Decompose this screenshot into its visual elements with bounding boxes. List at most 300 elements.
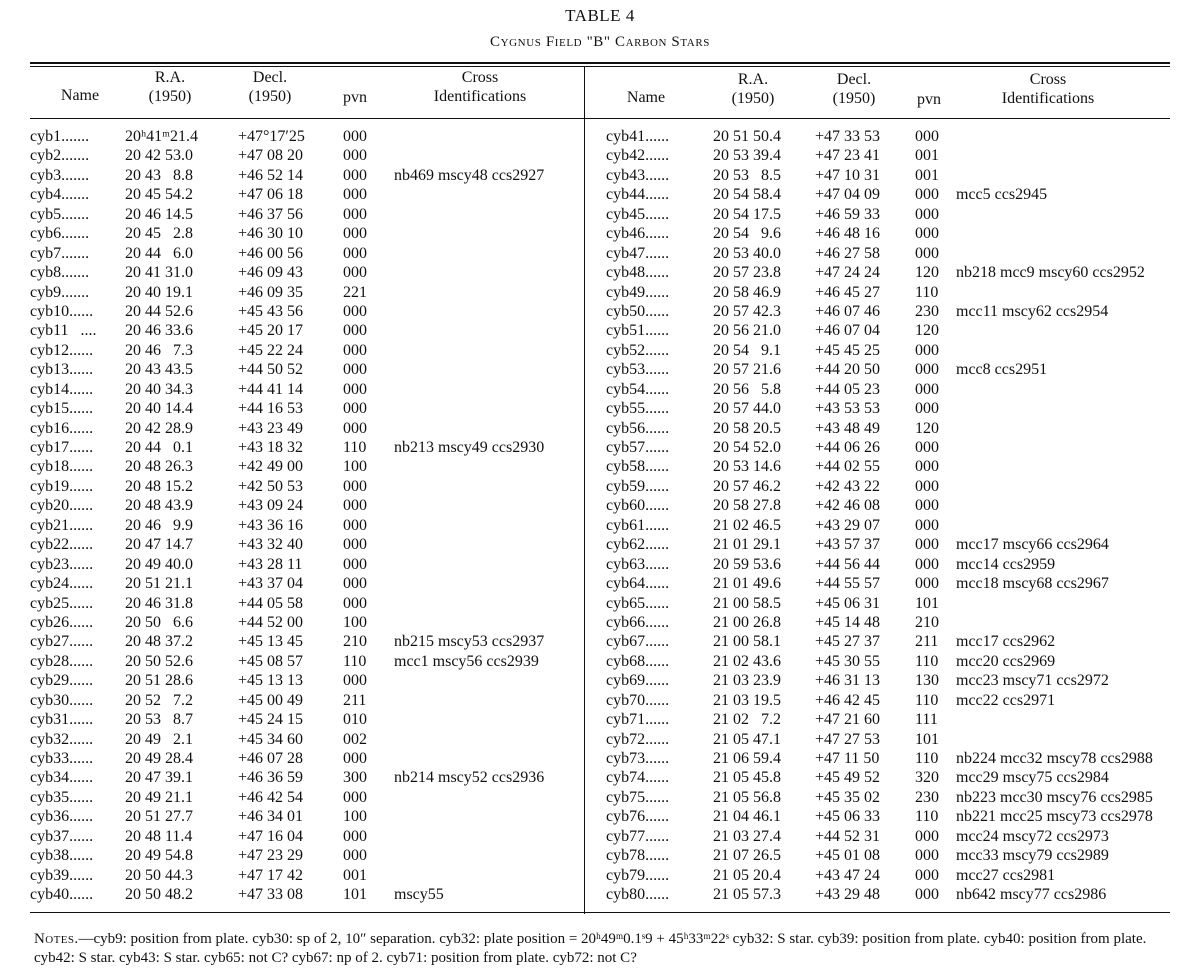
cross-id-cell: nb214 mscy52 ccs2936 xyxy=(394,769,545,787)
table-row xyxy=(586,419,1170,438)
table-row xyxy=(30,652,585,671)
name-cell: cyb19...... xyxy=(30,477,94,495)
name-cell: cyb32...... xyxy=(30,730,94,748)
table-row xyxy=(586,807,1170,826)
dec-cell: +47 17 42 xyxy=(238,866,304,884)
cross-id-cell: nb215 mscy53 ccs2937 xyxy=(394,633,545,651)
pvn-cell: 000 xyxy=(343,147,367,165)
pvn-cell: 000 xyxy=(343,322,367,340)
dec-cell: +43 29 48 xyxy=(815,886,881,904)
table-row xyxy=(30,516,585,535)
name-cell: cyb39...... xyxy=(30,866,94,884)
cross-id-cell: nb218 mcc9 mscy60 ccs2952 xyxy=(956,264,1145,282)
pvn-cell: 120 xyxy=(915,322,939,340)
name-cell: cyb57...... xyxy=(606,439,670,456)
name-cell: cyb15...... xyxy=(30,400,94,418)
ra-cell: 20 40 34.3 xyxy=(125,380,193,398)
dec-cell: +45 35 02 xyxy=(815,788,881,806)
ra-cell: 20 54 52.0 xyxy=(713,439,781,456)
name-cell: cyb63...... xyxy=(606,555,670,573)
table-row xyxy=(30,302,585,321)
dec-cell: +45 08 57 xyxy=(238,652,304,670)
table-row xyxy=(586,671,1170,690)
dec-cell: +46 30 10 xyxy=(238,225,304,243)
dec-cell: +46 42 54 xyxy=(238,788,304,806)
table-row xyxy=(30,594,585,613)
pvn-cell: 110 xyxy=(915,691,939,709)
ra-cell: 20 57 21.6 xyxy=(713,361,781,379)
table-row xyxy=(30,321,585,340)
dec-cell: +44 05 58 xyxy=(238,594,304,612)
table-row xyxy=(30,438,585,457)
dec-cell: +43 47 24 xyxy=(815,866,881,884)
ra-cell: 20 48 11.4 xyxy=(125,827,193,845)
dec-cell: +45 27 37 xyxy=(815,633,881,651)
pvn-cell: 110 xyxy=(915,808,939,826)
dec-cell: +46 07 46 xyxy=(815,302,881,320)
pvn-cell: 230 xyxy=(915,788,939,806)
table-row xyxy=(586,594,1170,613)
table-row xyxy=(30,496,585,515)
table-row xyxy=(586,302,1170,321)
pvn-cell: 000 xyxy=(343,419,367,437)
pvn-cell: 110 xyxy=(915,652,939,670)
pvn-cell: 000 xyxy=(343,128,367,145)
name-cell: cyb58...... xyxy=(606,458,670,476)
header-ra: R.A. (1950) xyxy=(148,69,192,105)
pvn-cell: 000 xyxy=(343,264,367,282)
pvn-cell: 221 xyxy=(343,283,367,301)
pvn-cell: 010 xyxy=(343,711,367,729)
dec-cell: +45 06 33 xyxy=(815,808,881,826)
pvn-cell: 110 xyxy=(915,283,939,301)
pvn-cell: 000 xyxy=(915,361,939,379)
name-cell: cyb42...... xyxy=(606,147,670,165)
cross-id-cell: mcc11 mscy62 ccs2954 xyxy=(956,302,1109,320)
ra-cell: 21 02 46.5 xyxy=(713,516,781,534)
pvn-cell: 000 xyxy=(915,536,939,554)
name-cell: cyb41...... xyxy=(606,128,670,145)
ra-cell: 21 05 45.8 xyxy=(713,769,781,787)
cross-id-cell: mcc29 mscy75 ccs2984 xyxy=(956,769,1109,787)
name-cell: cyb35...... xyxy=(30,788,94,806)
dec-cell: +44 50 52 xyxy=(238,361,304,379)
dec-cell: +45 22 24 xyxy=(238,341,304,359)
dec-cell: +47 10 31 xyxy=(815,166,881,184)
table-row xyxy=(30,846,585,865)
name-cell: cyb51...... xyxy=(606,322,670,340)
dec-cell: +44 16 53 xyxy=(238,400,304,418)
table-row xyxy=(586,321,1170,340)
pvn-cell: 002 xyxy=(343,730,367,748)
name-cell: cyb9....... xyxy=(30,283,90,301)
ra-cell: 20 45 54.2 xyxy=(125,186,193,204)
cross-id-cell: mcc20 ccs2969 xyxy=(956,652,1056,670)
pvn-cell: 120 xyxy=(915,264,939,282)
name-cell: cyb45...... xyxy=(606,205,670,223)
dec-cell: +43 18 32 xyxy=(238,439,304,456)
table-row xyxy=(30,555,585,574)
ra-cell: 20 47 39.1 xyxy=(125,769,193,787)
pvn-cell: 000 xyxy=(915,827,939,845)
table-row xyxy=(586,613,1170,632)
dec-cell: +47 21 60 xyxy=(815,711,881,729)
ra-cell: 20 57 42.3 xyxy=(713,302,781,320)
name-cell: cyb12...... xyxy=(30,341,94,359)
name-cell: cyb6....... xyxy=(30,225,90,243)
pvn-cell: 000 xyxy=(343,788,367,806)
header-name: Name xyxy=(626,89,666,106)
ra-cell: 21 03 19.5 xyxy=(713,691,781,709)
cross-id-cell: nb224 mcc32 mscy78 ccs2988 xyxy=(956,750,1153,767)
cross-id-cell: mcc8 ccs2951 xyxy=(956,361,1048,379)
table-row xyxy=(586,360,1170,379)
pvn-cell: 001 xyxy=(915,166,939,184)
ra-cell: 21 05 47.1 xyxy=(713,730,781,748)
table-row xyxy=(586,710,1170,729)
table-row xyxy=(30,691,585,710)
ra-cell: 21 05 57.3 xyxy=(713,886,781,904)
table-row xyxy=(30,710,585,729)
ra-cell: 20 48 15.2 xyxy=(125,477,193,495)
name-cell: cyb50...... xyxy=(606,302,670,320)
dec-cell: +43 32 40 xyxy=(238,536,304,554)
pvn-cell: 000 xyxy=(915,380,939,398)
pvn-cell: 000 xyxy=(915,866,939,884)
name-cell: cyb54...... xyxy=(606,380,670,398)
table-row xyxy=(586,768,1170,787)
table-row xyxy=(586,691,1170,710)
dec-cell: +47 11 50 xyxy=(815,750,880,767)
ra-cell: 21 02 7.2 xyxy=(713,711,781,729)
pvn-cell: 000 xyxy=(343,361,367,379)
dec-cell: +46 37 56 xyxy=(238,205,304,223)
table-row xyxy=(586,749,1170,768)
dec-cell: +46 09 35 xyxy=(238,283,304,301)
table-row xyxy=(30,380,585,399)
pvn-cell: 211 xyxy=(343,691,367,709)
ra-cell: 20 49 28.4 xyxy=(125,750,193,767)
pvn-cell: 000 xyxy=(343,186,367,204)
dec-cell: +46 42 45 xyxy=(815,691,881,709)
pvn-cell: 000 xyxy=(915,555,939,573)
name-cell: cyb29...... xyxy=(30,672,94,690)
table-row xyxy=(586,866,1170,885)
header-dec: Decl. (1950) xyxy=(832,71,876,107)
ra-cell: 20 54 17.5 xyxy=(713,205,781,223)
ra-cell: 20 47 14.7 xyxy=(125,536,193,554)
cross-id-cell: mcc17 ccs2962 xyxy=(956,633,1056,651)
dec-cell: +46 52 14 xyxy=(238,166,304,184)
table-row xyxy=(586,885,1170,904)
name-cell: cyb11 .... xyxy=(30,322,97,340)
pvn-cell: 000 xyxy=(343,302,367,320)
pvn-cell: 000 xyxy=(343,477,367,495)
dec-cell: +42 43 22 xyxy=(815,477,881,495)
name-cell: cyb27...... xyxy=(30,633,94,651)
name-cell: cyb46...... xyxy=(606,225,670,243)
name-cell: cyb3....... xyxy=(30,166,90,184)
ra-cell: 20 42 28.9 xyxy=(125,419,193,437)
name-cell: cyb40...... xyxy=(30,886,94,904)
ra-cell: 21 03 23.9 xyxy=(713,672,781,690)
pvn-cell: 000 xyxy=(343,827,367,845)
ra-cell: 20 49 40.0 xyxy=(125,555,193,573)
dec-cell: +42 46 08 xyxy=(815,497,881,515)
pvn-cell: 000 xyxy=(915,244,939,262)
ra-cell: 21 00 58.1 xyxy=(713,633,781,651)
ra-cell: 20 46 33.6 xyxy=(125,322,193,340)
cross-id-cell: mcc5 ccs2945 xyxy=(956,186,1048,204)
table-row xyxy=(30,341,585,360)
ra-cell: 20 53 8.7 xyxy=(125,711,193,729)
table-row xyxy=(586,516,1170,535)
pvn-cell: 101 xyxy=(915,730,939,748)
pvn-cell: 000 xyxy=(343,400,367,418)
dec-cell: +43 29 07 xyxy=(815,516,881,534)
table-row xyxy=(30,146,585,165)
dec-cell: +47 23 41 xyxy=(815,147,881,165)
dec-cell: +44 06 26 xyxy=(815,439,881,456)
dec-cell: +42 49 00 xyxy=(238,458,304,476)
table-row xyxy=(30,244,585,263)
header-rule xyxy=(30,118,1170,119)
name-cell: cyb72...... xyxy=(606,730,670,748)
dec-cell: +46 07 04 xyxy=(815,322,881,340)
cross-id-cell: nb221 mcc25 mscy73 ccs2978 xyxy=(956,808,1153,826)
dec-cell: +47 24 24 xyxy=(815,264,881,282)
name-cell: cyb4....... xyxy=(30,186,90,204)
dec-cell: +47 08 20 xyxy=(238,147,304,165)
dec-cell: +44 52 31 xyxy=(815,827,881,845)
pvn-cell: 000 xyxy=(915,205,939,223)
pvn-cell: 000 xyxy=(343,497,367,515)
dec-cell: +44 05 23 xyxy=(815,380,881,398)
name-cell: cyb77...... xyxy=(606,827,670,845)
table-row xyxy=(30,866,585,885)
ra-cell: 20 59 53.6 xyxy=(713,555,781,573)
ra-cell: 20 46 9.9 xyxy=(125,516,193,534)
cross-id-cell: mcc22 ccs2971 xyxy=(956,691,1056,709)
pvn-cell: 000 xyxy=(343,555,367,573)
name-cell: cyb53...... xyxy=(606,361,670,379)
pvn-cell: 300 xyxy=(343,769,367,787)
cross-id-cell: nb642 mscy77 ccs2986 xyxy=(956,886,1107,904)
table-row xyxy=(586,166,1170,185)
name-cell: cyb74...... xyxy=(606,769,670,787)
ra-cell: 20 48 26.3 xyxy=(125,458,193,476)
ra-cell: 20 50 44.3 xyxy=(125,866,193,884)
dec-cell: +43 37 04 xyxy=(238,575,304,593)
pvn-cell: 000 xyxy=(915,497,939,515)
ra-cell: 20 45 2.8 xyxy=(125,225,193,243)
ra-cell: 20 58 27.8 xyxy=(713,497,781,515)
table-row xyxy=(30,613,585,632)
table-row xyxy=(586,730,1170,749)
right-rows xyxy=(586,127,1170,905)
ra-cell: 20 50 52.6 xyxy=(125,652,193,670)
pvn-cell: 000 xyxy=(915,458,939,476)
pvn-cell: 210 xyxy=(915,613,939,631)
table-row xyxy=(30,224,585,243)
name-cell: cyb65...... xyxy=(606,594,670,612)
table-row xyxy=(30,807,585,826)
header-pvn: pvn xyxy=(343,89,367,106)
pvn-cell: 000 xyxy=(343,244,367,262)
pvn-cell: 111 xyxy=(915,711,938,729)
ra-cell: 20 46 14.5 xyxy=(125,205,193,223)
ra-cell: 21 01 49.6 xyxy=(713,575,781,593)
dec-cell: +42 50 53 xyxy=(238,477,304,495)
ra-cell: 20 43 43.5 xyxy=(125,361,193,379)
table-row xyxy=(586,788,1170,807)
name-cell: cyb56...... xyxy=(606,419,670,437)
pvn-cell: 000 xyxy=(343,205,367,223)
table-row xyxy=(586,341,1170,360)
name-cell: cyb1....... xyxy=(30,128,90,145)
table-row xyxy=(586,652,1170,671)
dec-cell: +45 13 13 xyxy=(238,672,304,690)
ra-cell: 20 51 27.7 xyxy=(125,808,193,826)
name-cell: cyb31...... xyxy=(30,711,94,729)
name-cell: cyb70...... xyxy=(606,691,670,709)
table-caption: Cygnus Field "B" Carbon Stars xyxy=(489,34,711,50)
dec-cell: +45 30 55 xyxy=(815,652,881,670)
pvn-cell: 000 xyxy=(343,750,367,767)
dec-cell: +45 20 17 xyxy=(238,322,304,340)
dec-cell: +45 01 08 xyxy=(815,847,881,865)
ra-cell: 20 49 21.1 xyxy=(125,788,193,806)
pvn-cell: 100 xyxy=(343,808,367,826)
table-row xyxy=(30,749,585,768)
dec-cell: +44 41 14 xyxy=(238,380,304,398)
table-row xyxy=(586,244,1170,263)
pvn-cell: 000 xyxy=(343,516,367,534)
table-row xyxy=(30,457,585,476)
table-row xyxy=(30,263,585,282)
dec-cell: +45 49 52 xyxy=(815,769,881,787)
top-rule-thin xyxy=(30,66,1170,67)
dec-cell: +46 09 43 xyxy=(238,264,304,282)
dec-cell: +47 33 53 xyxy=(815,128,881,145)
table-row xyxy=(30,127,585,146)
name-cell: cyb26...... xyxy=(30,613,94,631)
dec-cell: +47 27 53 xyxy=(815,730,881,748)
dec-cell: +47 16 04 xyxy=(238,827,304,845)
table-row xyxy=(586,574,1170,593)
header-ra: R.A. (1950) xyxy=(731,71,775,107)
name-cell: cyb75...... xyxy=(606,788,670,806)
ra-cell: 20ʰ41ᵐ21.4 xyxy=(125,128,198,145)
pvn-cell: 000 xyxy=(915,477,939,495)
name-cell: cyb37...... xyxy=(30,827,94,845)
table-row xyxy=(586,127,1170,146)
pvn-cell: 000 xyxy=(915,186,939,204)
ra-cell: 20 53 40.0 xyxy=(713,244,781,262)
ra-cell: 20 57 23.8 xyxy=(713,264,781,282)
name-cell: cyb71...... xyxy=(606,711,670,729)
dec-cell: +46 34 01 xyxy=(238,808,304,826)
table-row xyxy=(586,263,1170,282)
table-row xyxy=(30,827,585,846)
name-cell: cyb60...... xyxy=(606,497,670,515)
ra-cell: 20 48 37.2 xyxy=(125,633,193,651)
table-row xyxy=(586,477,1170,496)
table-row xyxy=(30,788,585,807)
name-cell: cyb47...... xyxy=(606,244,670,262)
name-cell: cyb23...... xyxy=(30,555,94,573)
name-cell: cyb33...... xyxy=(30,750,94,767)
ra-cell: 20 57 44.0 xyxy=(713,400,781,418)
table-row xyxy=(586,438,1170,457)
ra-cell: 20 58 20.5 xyxy=(713,419,781,437)
name-cell: cyb69...... xyxy=(606,672,670,690)
pvn-cell: 000 xyxy=(915,847,939,865)
name-cell: cyb14...... xyxy=(30,380,94,398)
pvn-cell: 101 xyxy=(343,886,367,904)
table-row xyxy=(586,457,1170,476)
dec-cell: +45 14 48 xyxy=(815,613,881,631)
pvn-cell: 000 xyxy=(343,847,367,865)
table-row xyxy=(30,399,585,418)
name-cell: cyb78...... xyxy=(606,847,670,865)
dec-cell: +43 28 11 xyxy=(238,555,303,573)
name-cell: cyb30...... xyxy=(30,691,94,709)
dec-cell: +45 00 49 xyxy=(238,691,304,709)
name-cell: cyb34...... xyxy=(30,769,94,787)
ra-cell: 20 42 53.0 xyxy=(125,147,193,165)
ra-cell: 20 40 14.4 xyxy=(125,400,193,418)
cross-id-cell: nb469 mscy48 ccs2927 xyxy=(394,166,545,184)
pvn-cell: 000 xyxy=(915,341,939,359)
table-row xyxy=(30,185,585,204)
cross-id-cell: nb223 mcc30 mscy76 ccs2985 xyxy=(956,788,1153,806)
dec-cell: +45 06 31 xyxy=(815,594,881,612)
dec-cell: +44 55 57 xyxy=(815,575,881,593)
pvn-cell: 000 xyxy=(343,341,367,359)
name-cell: cyb5....... xyxy=(30,205,90,223)
cross-id-cell: mcc23 mscy71 ccs2972 xyxy=(956,672,1109,690)
pvn-cell: 101 xyxy=(915,594,939,612)
dec-cell: +44 02 55 xyxy=(815,458,881,476)
name-cell: cyb22...... xyxy=(30,536,94,554)
name-cell: cyb36...... xyxy=(30,808,94,826)
table-row xyxy=(586,827,1170,846)
name-cell: cyb16...... xyxy=(30,419,94,437)
dec-cell: +46 07 28 xyxy=(238,750,304,767)
dec-cell: +43 53 53 xyxy=(815,400,881,418)
name-cell: cyb44...... xyxy=(606,186,670,204)
table-row xyxy=(30,360,585,379)
name-cell: cyb80...... xyxy=(606,886,670,904)
header-pvn: pvn xyxy=(917,91,941,108)
ra-cell: 20 44 6.0 xyxy=(125,244,193,262)
dec-cell: +43 57 37 xyxy=(815,536,881,554)
table-row xyxy=(586,555,1170,574)
dec-cell: +46 00 56 xyxy=(238,244,304,262)
pvn-cell: 000 xyxy=(915,516,939,534)
ra-cell: 20 53 39.4 xyxy=(713,147,781,165)
ra-cell: 20 57 46.2 xyxy=(713,477,781,495)
cross-id-cell: mcc27 ccs2981 xyxy=(956,866,1056,884)
name-cell: cyb10...... xyxy=(30,302,94,320)
pvn-cell: 000 xyxy=(343,536,367,554)
pvn-cell: 120 xyxy=(915,419,939,437)
ra-cell: 20 54 58.4 xyxy=(713,186,781,204)
name-cell: cyb21...... xyxy=(30,516,94,534)
table-notes xyxy=(34,930,1174,968)
cross-id-cell: nb213 mscy49 ccs2930 xyxy=(394,439,545,456)
